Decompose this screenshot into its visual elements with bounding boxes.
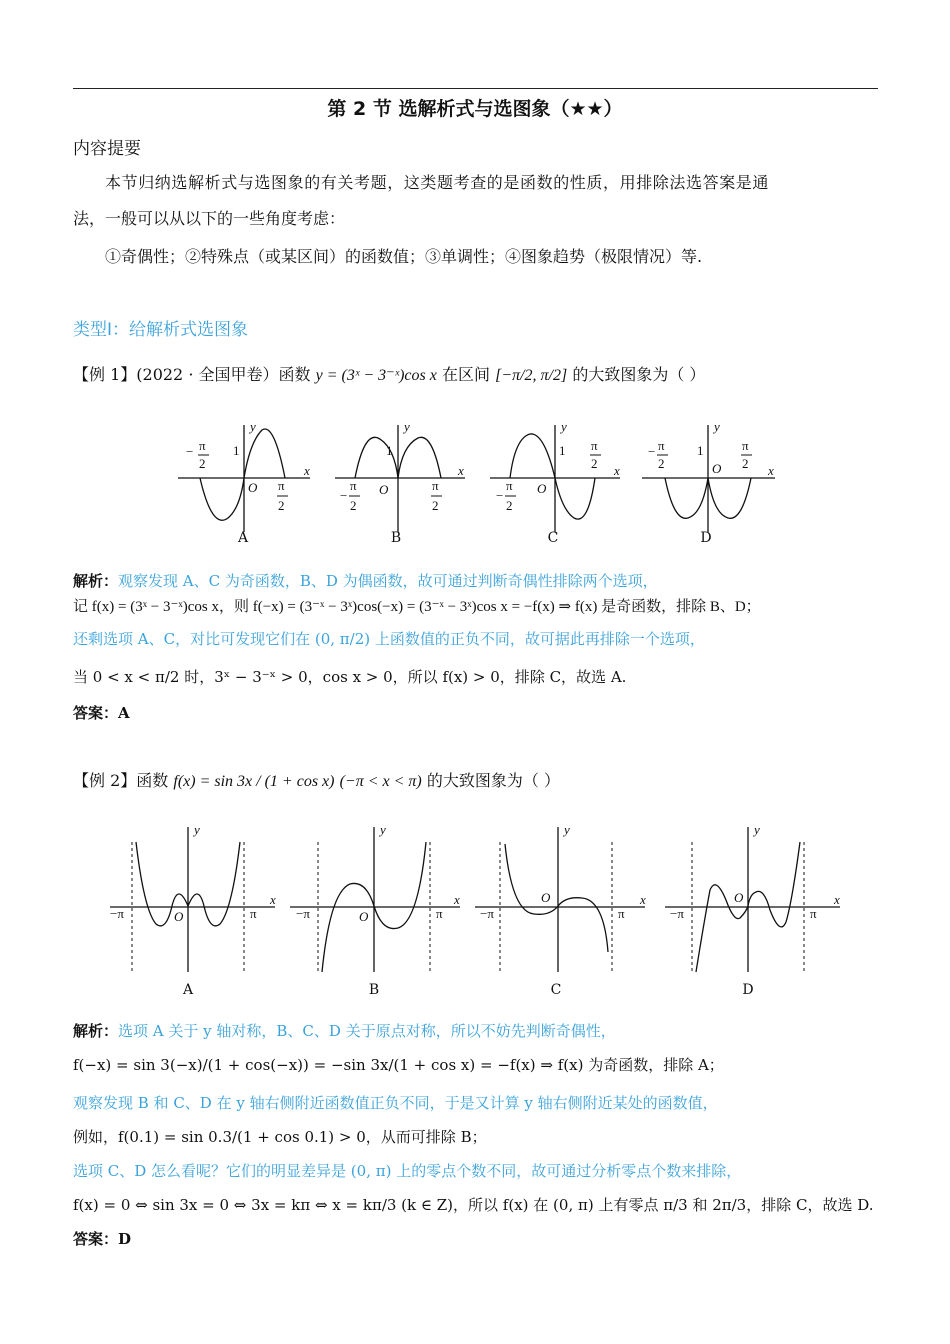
svg-text:−: − <box>648 444 656 459</box>
example2-sol3: 观察发现 B 和 C、D 在 y 轴右侧附近函数值正负不同，于是又计算 y 轴右侧附近某处的函数值， <box>73 1094 718 1112</box>
svg-text:O: O <box>248 480 258 495</box>
svg-text:O: O <box>537 481 547 496</box>
svg-text:−: − <box>496 488 504 503</box>
svg-text:y: y <box>380 822 386 837</box>
svg-text:π: π <box>250 906 257 921</box>
svg-text:−: − <box>186 444 194 459</box>
svg-text:O: O <box>379 482 389 497</box>
example1-prefix: 【例 1】(2022 · 全国甲卷）函数 <box>73 365 311 384</box>
intro-para2: ①奇偶性；②特殊点（或某区间）的函数值；③单调性；④图象趋势（极限情况）等. <box>105 247 703 266</box>
example2-sol2: f(−x) = sin 3(−x)/(1 + cos(−x)) = −sin 3x/(1 + cos x) = −f(x) ⇒ f(x) 为奇函数，排除 A； <box>73 1056 724 1074</box>
example1-option-c: C <box>547 530 559 546</box>
example1-option-a: A <box>237 530 249 546</box>
svg-text:2: 2 <box>591 456 598 471</box>
svg-text:2: 2 <box>432 498 439 513</box>
svg-text:π: π <box>591 438 598 453</box>
example1-formula: y = (3ˣ − 3⁻ˣ)cos x <box>315 367 437 384</box>
example2-option-b: B <box>368 982 380 998</box>
example1-suffix: 的大致图象为（ ） <box>572 365 706 384</box>
example1-sol-label: 解析： <box>73 572 119 590</box>
example2-sol4: 例如，f(0.1) = sin 0.3/(1 + cos 0.1) > 0，从而可排除 B； <box>73 1128 487 1146</box>
svg-text:y: y <box>561 420 567 434</box>
svg-text:1: 1 <box>386 443 393 458</box>
svg-text:x: x <box>640 892 646 907</box>
svg-text:y: y <box>194 822 200 837</box>
svg-text:π: π <box>278 478 285 493</box>
example2-solution <box>73 1018 878 1252</box>
intro-heading: 内容提要 <box>73 139 141 159</box>
svg-text:O: O <box>359 909 369 924</box>
example1-sol4: 当 0 < x < π/2 时，3ˣ − 3⁻ˣ > 0，cos x > 0，所以 f(x) > 0，排除 C，故选 A. <box>73 668 627 686</box>
svg-text:x: x <box>768 463 774 478</box>
example2-cond: (−π < x < π) <box>339 773 422 790</box>
example1-mid: 在区间 <box>441 365 490 384</box>
example1-sol1: 观察发现 A、C 为奇函数，B、D 为偶函数，故可通过判断奇偶性排除两个选项， <box>118 572 658 590</box>
intro-para1-line2: 法，一般可以从以下的一些角度考虑： <box>73 209 346 228</box>
example1-question <box>73 362 705 389</box>
svg-text:O: O <box>712 461 722 476</box>
example1-interval: [−π/2, π/2] <box>495 367 568 384</box>
example2-option-c: C <box>550 982 562 998</box>
example2-question <box>73 768 560 795</box>
example1-sol3: 还剩选项 A、C，对比可发现它们在 (0, π/2) 上函数值的正负不同，故可据此再排除一个选项， <box>73 630 705 648</box>
svg-text:2: 2 <box>350 498 357 513</box>
svg-text:π: π <box>810 906 817 921</box>
svg-text:π: π <box>618 906 625 921</box>
example2-formula: f(x) = sin 3x / (1 + cos x) <box>173 773 335 790</box>
svg-text:1: 1 <box>697 443 704 458</box>
svg-text:O: O <box>734 890 744 905</box>
example2-answer: 答案：D <box>73 1230 132 1248</box>
svg-text:O: O <box>541 890 551 905</box>
example1-graph-c-curve <box>510 434 595 519</box>
svg-text:π: π <box>742 438 749 453</box>
example1-solution <box>73 568 878 726</box>
svg-text:x: x <box>834 892 840 907</box>
svg-text:π: π <box>350 478 357 493</box>
svg-text:y: y <box>250 420 256 434</box>
section1-title: 类型Ⅰ：给解析式选图象 <box>73 320 249 340</box>
example2-sol5: 选项 C、D 怎么看呢？它们的明显差异是 (0, π) 上的零点个数不同，故可通过分析零点个数来排除， <box>73 1162 742 1180</box>
example2-option-a: A <box>182 982 194 998</box>
example2-graph-c-curve <box>505 844 608 952</box>
svg-text:π: π <box>199 438 206 453</box>
svg-text:π: π <box>506 478 513 493</box>
svg-text:2: 2 <box>506 498 513 513</box>
example1-graph-a-curve <box>200 429 285 520</box>
example2-sol1: 选项 A 关于 y 轴对称，B、C、D 关于原点对称，所以不妨先判断奇偶性， <box>118 1022 616 1040</box>
example2-sol6: f(x) = 0 ⇔ sin 3x = 0 ⇔ 3x = kπ ⇔ x = kπ/3 (k ∈ Z)，所以 f(x) 在 (0, π) 上有零点 π/3 和 2π/3，排除 C，故选 D. <box>73 1196 874 1214</box>
example2-graphs <box>100 822 850 982</box>
svg-text:O: O <box>174 909 184 924</box>
example1-sol2: 记 f(x) = (3ˣ − 3⁻ˣ)cos x，则 f(−x) = (3⁻ˣ − 3ˣ)cos(−x) = (3⁻ˣ − 3ˣ)cos x = −f(x) ⇒ f(x) 是奇函数，排除 B、D； <box>73 599 761 615</box>
example1-answer: 答案：A <box>73 704 130 722</box>
example2-suffix: 的大致图象为（ ） <box>426 771 560 790</box>
svg-text:−π: −π <box>670 906 684 921</box>
svg-text:−: − <box>340 488 348 503</box>
svg-text:−π: −π <box>110 906 124 921</box>
svg-text:x: x <box>454 892 460 907</box>
header-rule <box>73 88 878 89</box>
svg-text:1: 1 <box>559 443 566 458</box>
intro-para1-line1: 本节归纳选解析式与选图象的有关考题，这类题考查的是函数的性质，用排除法选答案是通 <box>105 173 770 192</box>
page-title: 第 2 节 选解析式与选图象（★★） <box>327 98 623 120</box>
svg-text:π: π <box>436 906 443 921</box>
example2-sol-label: 解析： <box>73 1022 119 1040</box>
svg-text:−π: −π <box>480 906 494 921</box>
example1-option-d: D <box>700 530 712 546</box>
svg-text:x: x <box>270 892 276 907</box>
svg-text:x: x <box>614 463 620 478</box>
svg-text:π: π <box>432 478 439 493</box>
svg-text:π: π <box>658 438 665 453</box>
svg-text:2: 2 <box>199 456 206 471</box>
example2-option-d: D <box>742 982 754 998</box>
example1-option-b: B <box>390 530 402 546</box>
svg-text:−π: −π <box>296 906 310 921</box>
svg-text:1: 1 <box>233 443 240 458</box>
example2-prefix: 【例 2】函数 <box>73 771 169 790</box>
svg-text:x: x <box>304 463 310 478</box>
svg-text:2: 2 <box>742 456 749 471</box>
svg-text:y: y <box>714 420 720 434</box>
svg-text:y: y <box>564 822 570 837</box>
svg-text:2: 2 <box>658 456 665 471</box>
svg-text:x: x <box>458 463 464 478</box>
svg-text:y: y <box>754 822 760 837</box>
svg-text:2: 2 <box>278 498 285 513</box>
svg-text:y: y <box>404 420 410 434</box>
